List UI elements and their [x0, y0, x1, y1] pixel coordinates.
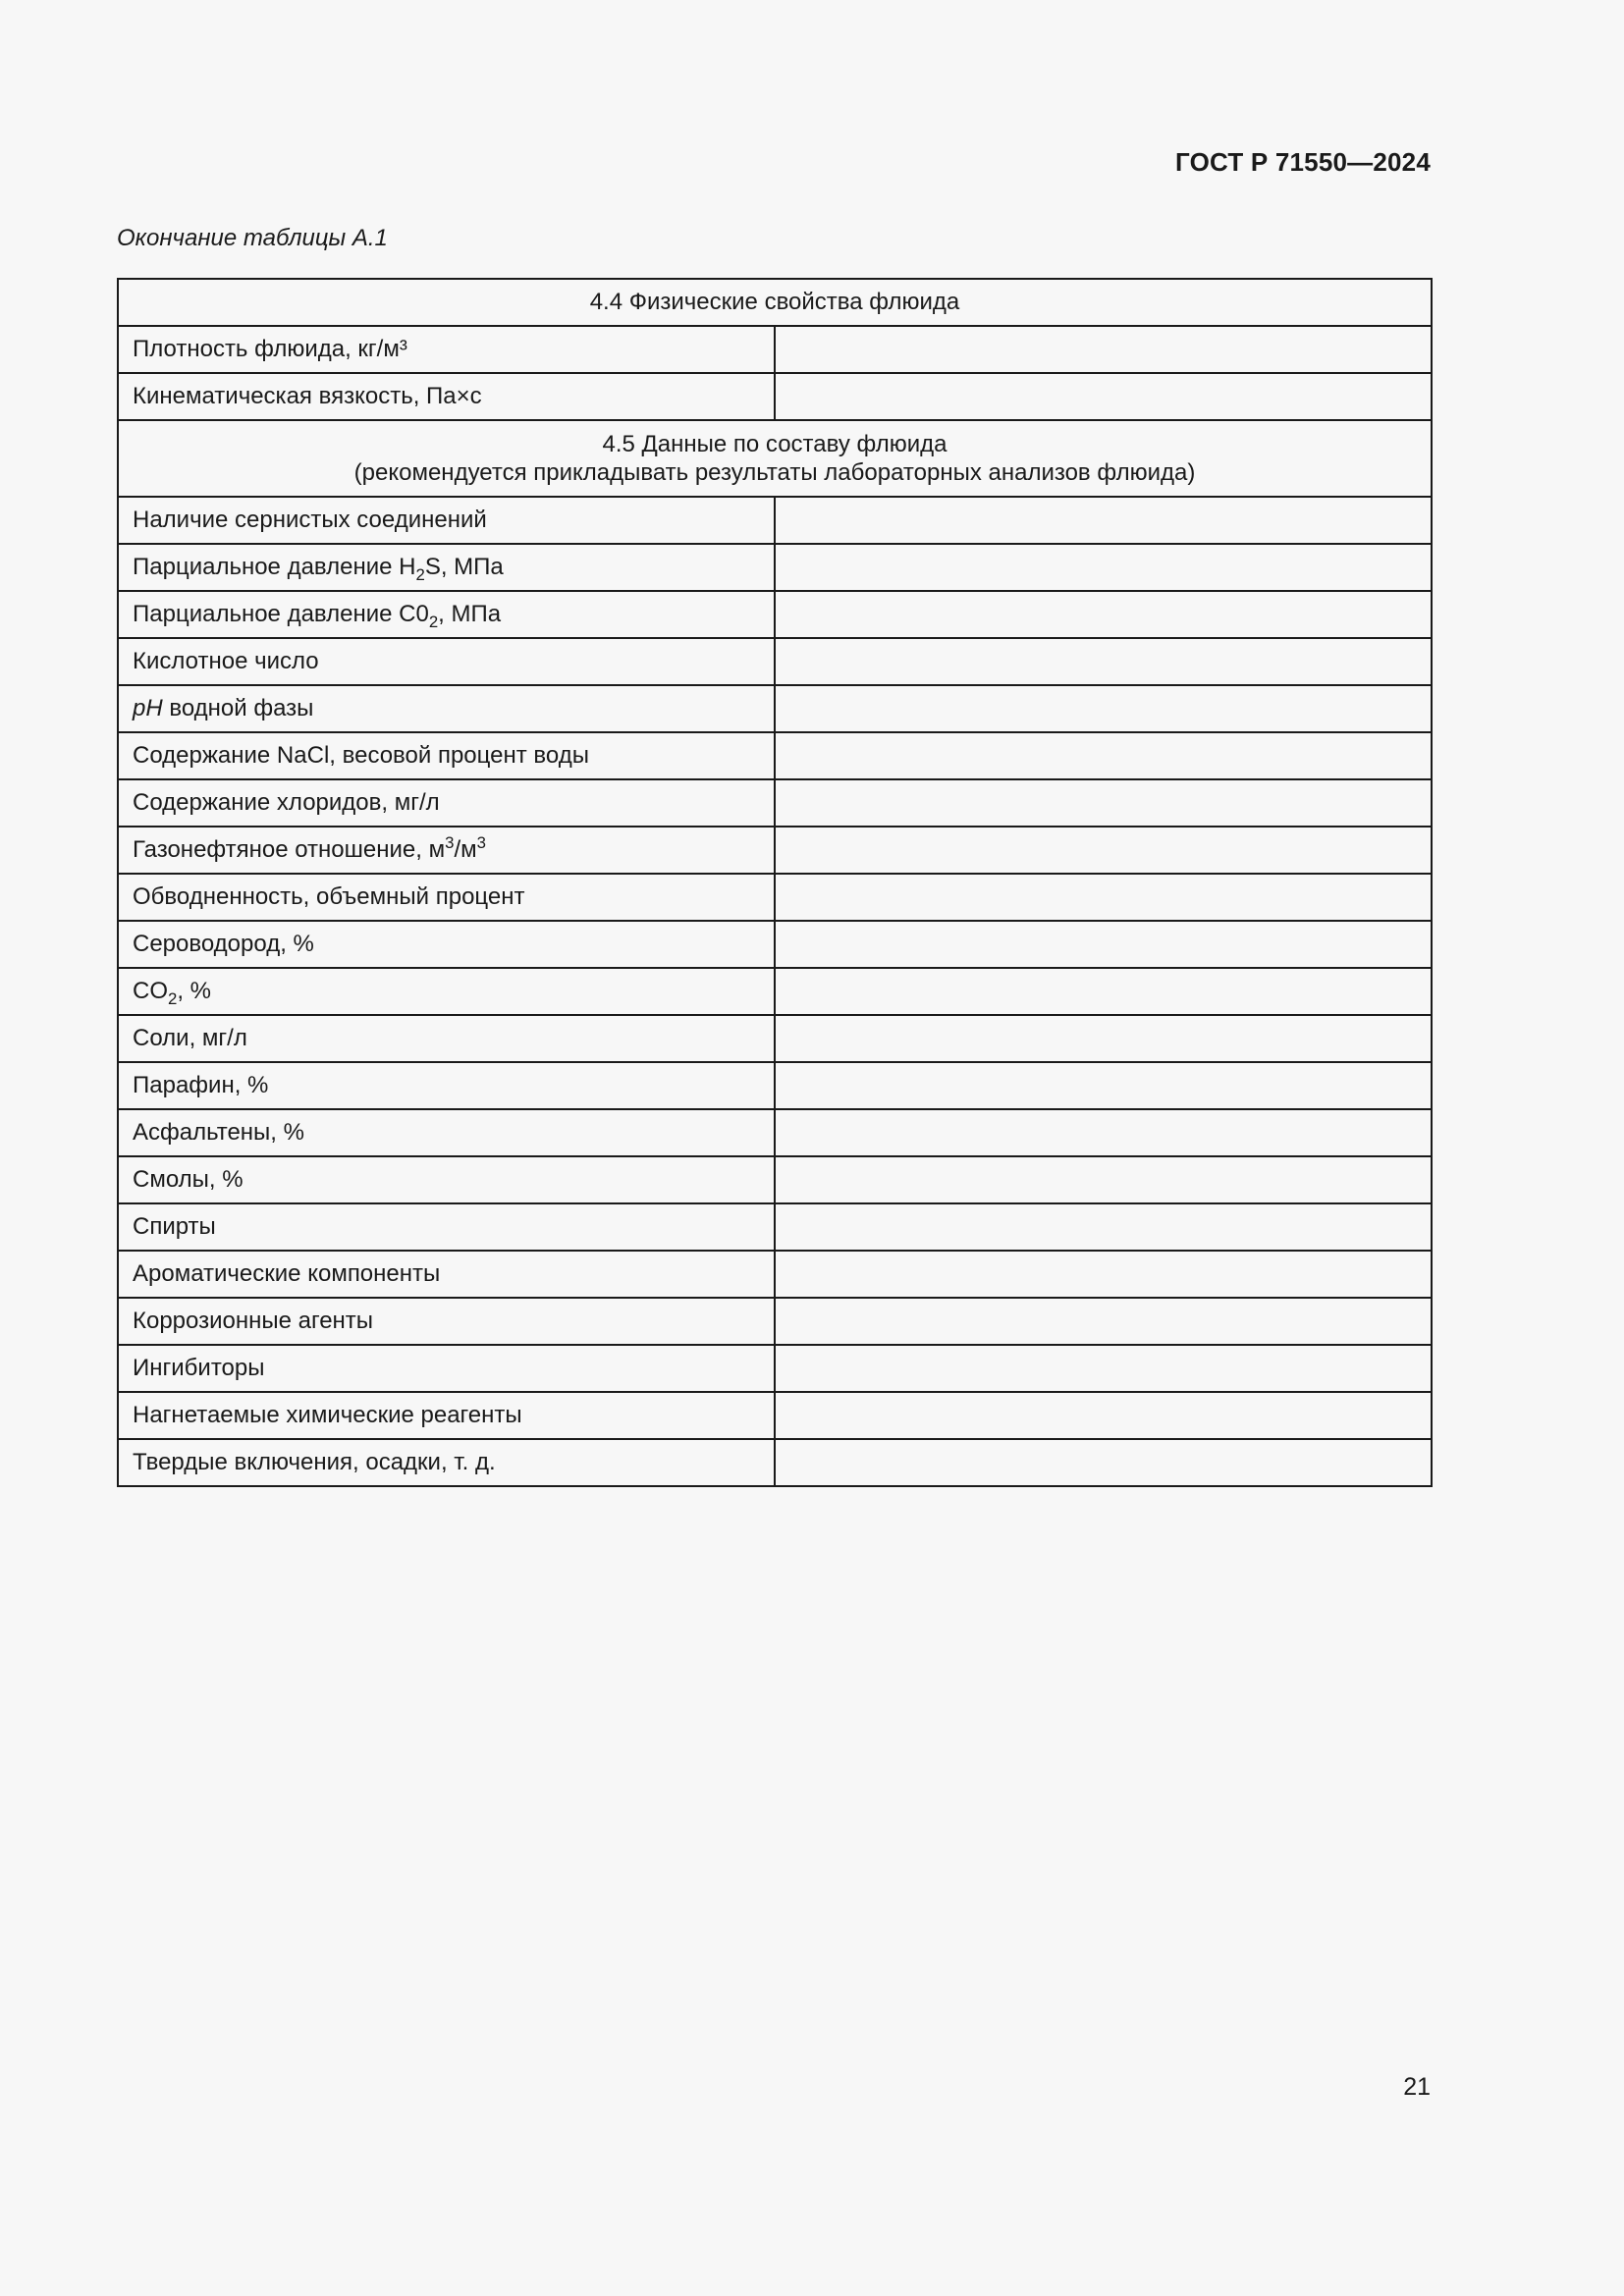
value-cell[interactable] — [775, 1156, 1432, 1203]
value-cell[interactable] — [775, 591, 1432, 638]
value-cell[interactable] — [775, 779, 1432, 827]
row-label: Нагнетаемые химические реагенты — [118, 1392, 775, 1439]
value-cell[interactable] — [775, 1298, 1432, 1345]
table-row — [118, 921, 1432, 968]
value-cell[interactable] — [775, 874, 1432, 921]
label-text: , МПа — [438, 601, 502, 627]
value-cell[interactable] — [775, 1345, 1432, 1392]
label-text: S, МПа — [424, 554, 504, 580]
label-superscript: 3 — [476, 832, 486, 852]
table-row — [118, 874, 1432, 921]
label-text: водной фазы — [162, 695, 314, 721]
row-label: Соли, мг/л — [118, 1015, 775, 1062]
table-row — [118, 1392, 1432, 1439]
table-row — [118, 1062, 1432, 1109]
table-row — [118, 1015, 1432, 1062]
label-subscript: 2 — [428, 612, 439, 631]
table-row — [118, 326, 1432, 373]
table-row — [118, 685, 1432, 732]
row-label: Ингибиторы — [118, 1345, 775, 1392]
section-header-row — [118, 279, 1432, 326]
row-label: Кинематическая вязкость, Па×с — [118, 373, 775, 420]
value-cell[interactable] — [775, 1392, 1432, 1439]
row-label: Содержание хлоридов, мг/л — [118, 779, 775, 827]
value-cell[interactable] — [775, 1062, 1432, 1109]
value-cell[interactable] — [775, 1251, 1432, 1298]
value-cell[interactable] — [775, 732, 1432, 779]
value-cell[interactable] — [775, 1203, 1432, 1251]
value-cell[interactable] — [775, 921, 1432, 968]
row-label: Спирты — [118, 1203, 775, 1251]
section-composition-title: 4.5 Данные по составу флюида — [602, 431, 947, 457]
row-label — [118, 968, 775, 1015]
table-row — [118, 968, 1432, 1015]
row-label: Твердые включения, осадки, т. д. — [118, 1439, 775, 1486]
row-label — [118, 685, 775, 732]
row-label: Содержание NaCl, весовой процент воды — [118, 732, 775, 779]
value-cell[interactable] — [775, 638, 1432, 685]
section-composition-note: (рекомендуется прикладывать результаты лабораторных анализов флюида) — [353, 459, 1196, 486]
row-label: Парафин, % — [118, 1062, 775, 1109]
row-label: Асфальтены, % — [118, 1109, 775, 1156]
row-label — [118, 544, 775, 591]
table-row — [118, 1345, 1432, 1392]
label-text: Парциальное давление С0 — [133, 601, 429, 627]
table-row — [118, 1156, 1432, 1203]
value-cell[interactable] — [775, 326, 1432, 373]
row-label: Смолы, % — [118, 1156, 775, 1203]
row-label — [118, 591, 775, 638]
label-subscript: 2 — [415, 564, 425, 584]
table-row — [118, 827, 1432, 874]
table-row — [118, 1298, 1432, 1345]
row-label: Сероводород, % — [118, 921, 775, 968]
row-label: Наличие сернистых соединений — [118, 497, 775, 544]
table-row — [118, 1109, 1432, 1156]
value-cell[interactable] — [775, 497, 1432, 544]
table-row — [118, 591, 1432, 638]
table-row — [118, 1203, 1432, 1251]
row-label: Обводненность, объемный процент — [118, 874, 775, 921]
table-row — [118, 779, 1432, 827]
section-physical-properties: 4.4 Физические свойства флюида — [118, 279, 1432, 326]
value-cell[interactable] — [775, 1439, 1432, 1486]
section-composition — [118, 420, 1432, 497]
row-label: Плотность флюида, кг/м³ — [118, 326, 775, 373]
table-row — [118, 544, 1432, 591]
label-text: Парциальное давление H — [133, 554, 416, 580]
label-text: , % — [177, 978, 212, 1004]
table-row — [118, 1439, 1432, 1486]
row-label: Кислотное число — [118, 638, 775, 685]
table-caption: Окончание таблицы А.1 — [117, 225, 388, 251]
fluid-properties-table — [117, 278, 1433, 1487]
section-header-row — [118, 420, 1432, 497]
table-row — [118, 497, 1432, 544]
row-label: Коррозионные агенты — [118, 1298, 775, 1345]
table-row — [118, 732, 1432, 779]
value-cell[interactable] — [775, 968, 1432, 1015]
label-text: /м — [454, 836, 477, 863]
value-cell[interactable] — [775, 1015, 1432, 1062]
row-label: Ароматические компоненты — [118, 1251, 775, 1298]
table-row — [118, 638, 1432, 685]
label-text: CO — [133, 978, 168, 1004]
table-row — [118, 373, 1432, 420]
table-row — [118, 1251, 1432, 1298]
label-subscript: 2 — [168, 988, 178, 1008]
value-cell[interactable] — [775, 1109, 1432, 1156]
row-label — [118, 827, 775, 874]
page-number: 21 — [1403, 2073, 1431, 2101]
value-cell[interactable] — [775, 685, 1432, 732]
label-superscript: 3 — [445, 832, 455, 852]
value-cell[interactable] — [775, 373, 1432, 420]
label-text: Газонефтяное отношение, м — [133, 836, 446, 863]
value-cell[interactable] — [775, 827, 1432, 874]
value-cell[interactable] — [775, 544, 1432, 591]
label-italic: pH — [133, 695, 163, 721]
document-code: ГОСТ Р 71550—2024 — [1175, 147, 1431, 177]
